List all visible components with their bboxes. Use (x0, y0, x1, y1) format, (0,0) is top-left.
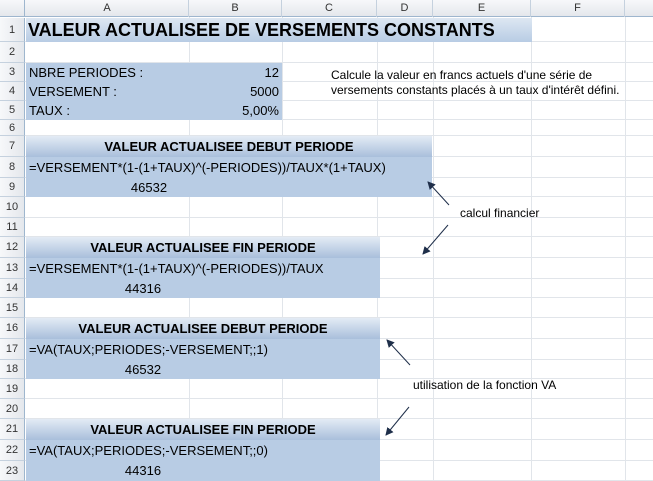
row-header[interactable]: 9 (0, 178, 25, 197)
formula-cell[interactable]: =VERSEMENT*(1-(1+TAUX)^(-PERIODES))/TAUX*(1+TAUX) (26, 157, 432, 178)
param-value-rate[interactable]: 5,00% (189, 101, 282, 120)
formula-cell[interactable]: =VA(TAUX;PERIODES;-VERSEMENT;;1) (26, 339, 380, 360)
row-header[interactable]: 15 (0, 298, 25, 318)
row-header[interactable]: 23 (0, 461, 25, 481)
row-header[interactable]: 12 (0, 237, 25, 258)
param-label-periods[interactable]: NBRE PERIODES : (26, 63, 189, 82)
column-header-d[interactable]: D (377, 0, 433, 17)
row-header[interactable]: 14 (0, 279, 25, 298)
row-header[interactable]: 1 (0, 18, 25, 42)
block-header[interactable]: VALEUR ACTUALISEE FIN PERIODE (26, 419, 380, 440)
row-header[interactable]: 3 (0, 63, 25, 82)
arrow-icon (428, 182, 449, 205)
param-value-payment[interactable]: 5000 (189, 82, 282, 101)
formula-cell[interactable]: =VA(TAUX;PERIODES;-VERSEMENT;;0) (26, 440, 380, 461)
column-header-a[interactable]: A (26, 0, 189, 17)
column-header-b[interactable]: B (189, 0, 282, 17)
row-header[interactable]: 17 (0, 339, 25, 360)
row-header[interactable]: 16 (0, 318, 25, 339)
result-cell[interactable]: 44316 (26, 279, 380, 298)
arrow-icon (387, 340, 410, 365)
block-header[interactable]: VALEUR ACTUALISEE DEBUT PERIODE (26, 136, 432, 157)
row-header[interactable]: 22 (0, 440, 25, 461)
row-header[interactable]: 4 (0, 82, 25, 101)
annotation-function: utilisation de la fonction VA (413, 378, 557, 392)
row-header[interactable]: 13 (0, 258, 25, 279)
param-label-payment[interactable]: VERSEMENT : (26, 82, 189, 101)
annotation-financial: calcul financier (460, 206, 540, 220)
result-cell[interactable]: 44316 (26, 461, 380, 481)
row-header[interactable]: 19 (0, 379, 25, 399)
description-line-2: versements constants placés à un taux d'intérêt défini. (331, 83, 620, 97)
column-header-e[interactable]: E (433, 0, 531, 17)
row-header[interactable]: 8 (0, 157, 25, 178)
row-header[interactable]: 6 (0, 120, 25, 136)
arrow-icon (423, 225, 448, 254)
row-header[interactable]: 7 (0, 136, 25, 157)
block-header[interactable]: VALEUR ACTUALISEE DEBUT PERIODE (26, 318, 380, 339)
row-header[interactable]: 5 (0, 101, 25, 120)
param-label-rate[interactable]: TAUX : (26, 101, 189, 120)
result-cell[interactable]: 46532 (26, 360, 380, 379)
row-header[interactable]: 10 (0, 197, 25, 218)
sheet-title[interactable]: VALEUR ACTUALISEE DE VERSEMENTS CONSTANTS (26, 18, 532, 42)
arrow-icon (386, 407, 409, 435)
formula-cell[interactable]: =VERSEMENT*(1-(1+TAUX)^(-PERIODES))/TAUX (26, 258, 380, 279)
result-cell[interactable]: 46532 (26, 178, 432, 197)
description-line-1: Calcule la valeur en francs actuels d'une série de (331, 68, 593, 82)
row-header[interactable]: 11 (0, 218, 25, 237)
column-header-c[interactable]: C (282, 0, 377, 17)
param-value-periods[interactable]: 12 (189, 63, 282, 82)
row-header[interactable]: 18 (0, 360, 25, 379)
block-header[interactable]: VALEUR ACTUALISEE FIN PERIODE (26, 237, 380, 258)
row-header[interactable]: 20 (0, 399, 25, 419)
row-header[interactable]: 2 (0, 42, 25, 63)
column-header-f[interactable]: F (531, 0, 625, 17)
row-header[interactable]: 21 (0, 419, 25, 440)
